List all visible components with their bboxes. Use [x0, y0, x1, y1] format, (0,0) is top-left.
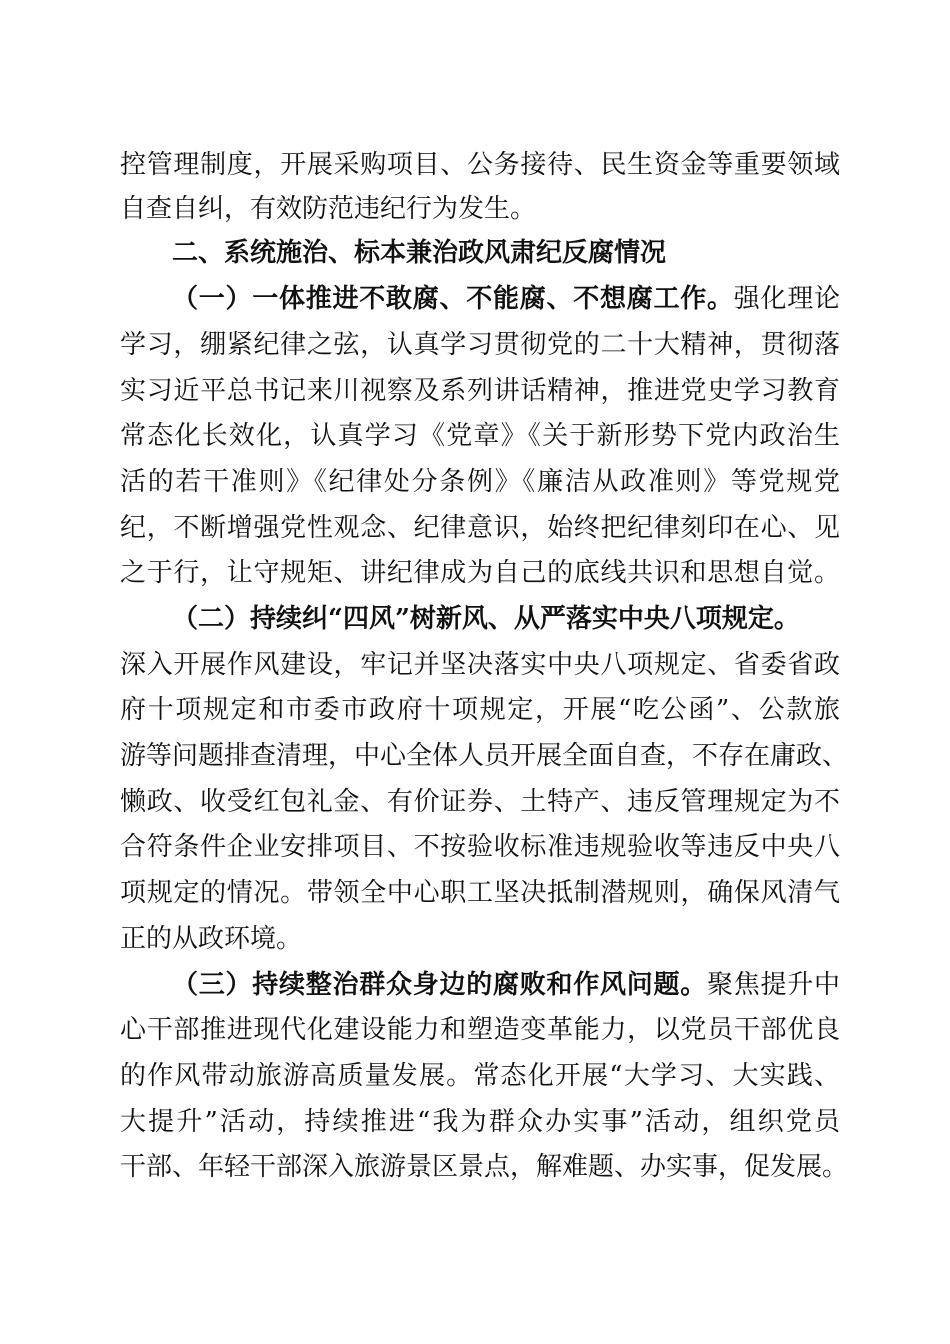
section-heading — [172, 233, 840, 273]
subsection-lead: （一）一体推进不敢腐、不能腐、不想腐工作。 — [172, 284, 734, 314]
paragraph-line — [120, 919, 840, 959]
line-text: 大提升”活动，持续推进“我为群众办实事”活动，组织党员 — [120, 1107, 840, 1137]
paragraph-line — [120, 1056, 840, 1096]
line-text: 正的从政环境。 — [120, 924, 303, 954]
line-text: 聚焦提升中 — [706, 970, 840, 1000]
subsection-lead: （三）持续整治群众身边的腐败和作风问题。 — [172, 970, 707, 1000]
paragraph-line — [120, 145, 840, 185]
line-text: 强化理论 — [733, 284, 840, 314]
paragraph-line — [120, 1010, 840, 1050]
paragraph-line — [120, 325, 840, 365]
subsection-lead: （二）持续纠“四风”树新风、从严落实中央八项规定。 — [172, 604, 800, 634]
paragraph-line — [120, 553, 840, 593]
line-text: 学习，绷紧纪律之弦，认真学习贯彻党的二十大精神，贯彻落 — [120, 330, 840, 360]
line-text: 懒政、收受红包礼金、有价证券、土特产、违反管理规定为不 — [120, 787, 840, 817]
line-text: 纪，不断增强党性观念、纪律意识，始终把纪律刻印在心、见 — [120, 513, 840, 543]
paragraph-line — [120, 508, 840, 548]
paragraph-line — [120, 1147, 849, 1187]
paragraph-line — [120, 873, 840, 913]
heading-text: 二、系统施治、标本兼治政风肃纪反腐情况 — [172, 238, 667, 268]
paragraph-line — [120, 645, 840, 685]
paragraph-line — [120, 462, 840, 502]
line-text: 干部、年轻干部深入旅游景区景点，解难题、办实事，促发展。 — [120, 1152, 849, 1182]
line-text: 实习近平总书记来川视察及系列讲话精神，推进党史学习教育 — [120, 376, 840, 406]
paragraph-line — [120, 736, 849, 776]
line-text: 合符条件企业安排项目、不按验收标准违规验收等违反中央八 — [120, 832, 840, 862]
line-text: 常态化长效化，认真学习《党章》《关于新形势下党内政治生 — [120, 421, 840, 451]
paragraph-line — [172, 599, 840, 639]
paragraph-line — [120, 690, 840, 730]
line-text: 之于行，让守规矩、讲纪律成为自己的底线共识和思想自觉。 — [120, 558, 840, 588]
line-text: 心干部推进现代化建设能力和塑造变革能力，以党员干部优良 — [120, 1015, 840, 1045]
paragraph-line — [120, 371, 840, 411]
line-text: 的作风带动旅游高质量发展。常态化开展“大学习、大实践、 — [120, 1061, 840, 1091]
paragraph-line — [172, 279, 840, 319]
line-text: 自查自纠，有效防范违纪行为发生。 — [120, 194, 537, 224]
line-text: 活的若干准则》《纪律处分条例》《廉洁从政准则》等党规党 — [120, 467, 840, 497]
line-text: 项规定的情况。带领全中心职工坚决抵制潜规则，确保风清气 — [120, 878, 840, 908]
paragraph-line — [120, 782, 840, 822]
paragraph-line — [120, 189, 840, 229]
paragraph-line — [120, 416, 840, 456]
paragraph-line — [172, 965, 840, 1005]
line-text: 控管理制度，开展采购项目、公务接待、民生资金等重要领域 — [120, 150, 840, 180]
line-text: 深入开展作风建设，牢记并坚决落实中央八项规定、省委省政 — [120, 650, 840, 680]
line-text: 府十项规定和市委市政府十项规定，开展“吃公函”、公款旅 — [120, 695, 840, 725]
line-text: 游等问题排查清理，中心全体人员开展全面自查，不存在庸政、 — [120, 741, 849, 771]
paragraph-line — [120, 1102, 840, 1142]
paragraph-line — [120, 827, 840, 867]
